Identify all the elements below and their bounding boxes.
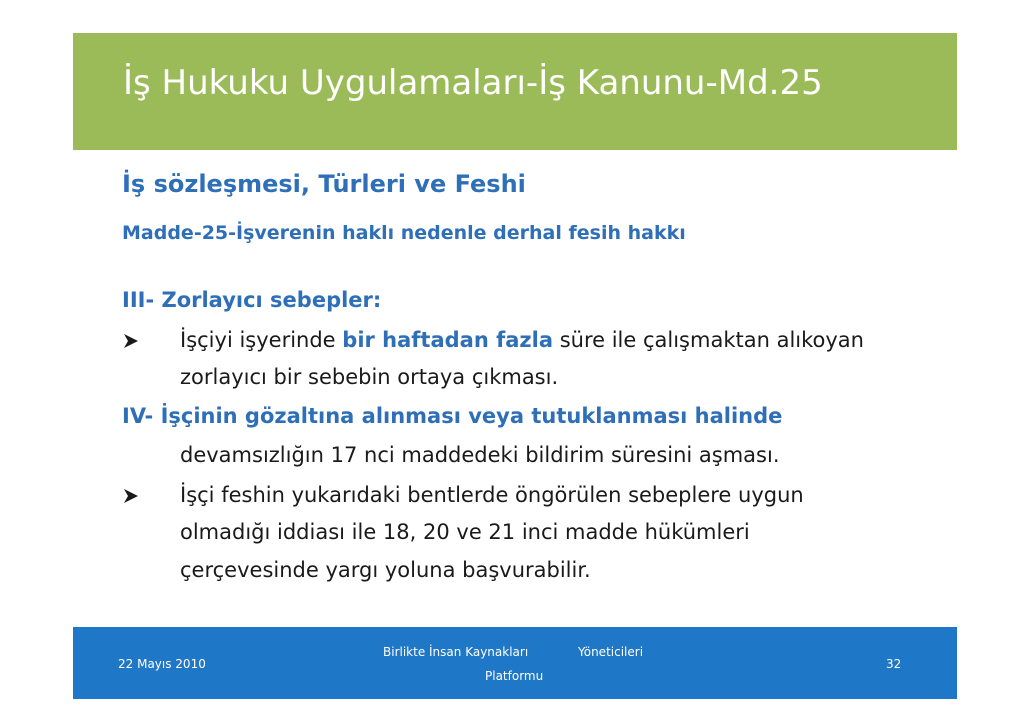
arrow-bullet-icon bbox=[122, 487, 140, 505]
slide-title: İş Hukuku Uygulamaları-İş Kanunu-Md.25 bbox=[123, 63, 823, 103]
bullet-2-line-2: olmadığı iddiası ile 18, 20 ve 21 inci madde hükümleri bbox=[180, 520, 750, 544]
bullet-1-highlight: bir haftadan fazla bbox=[342, 328, 554, 352]
footer-page-number: 32 bbox=[886, 657, 902, 671]
bullet-1-text-start: İşçiyi işyerinde bbox=[180, 328, 343, 352]
footer-bar bbox=[73, 627, 957, 699]
arrow-bullet-icon bbox=[122, 332, 140, 350]
footer-date: 22 Mayıs 2010 bbox=[118, 657, 206, 671]
section-4-line-2: devamsızlığın 17 nci maddedeki bildirim süresini aşması. bbox=[180, 443, 780, 467]
bullet-1-line-2: zorlayıcı bir sebebin ortaya çıkması. bbox=[180, 365, 559, 389]
footer-org-part-2: Yöneticileri bbox=[578, 645, 644, 659]
bullet-1-line-1 bbox=[180, 330, 864, 351]
section-3-heading: III- Zorlayıcı sebepler: bbox=[122, 288, 382, 312]
bullet-1-text-end: süre ile çalışmaktan alıkoyan bbox=[553, 328, 864, 352]
footer-org-part-1: Birlikte İnsan Kaynakları bbox=[383, 645, 529, 659]
bullet-2-line-1: İşçi feshin yukarıdaki bentlerde öngörülen sebeplere uygun bbox=[180, 483, 804, 507]
title-bar bbox=[73, 33, 957, 150]
slide-heading: İş sözleşmesi, Türleri ve Feshi bbox=[122, 170, 526, 198]
slide-subheading: Madde-25-İşverenin haklı nedenle derhal fesih hakkı bbox=[122, 222, 686, 244]
bullet-2-line-3: çerçevesinde yargı yoluna başvurabilir. bbox=[180, 558, 591, 582]
footer-org-part-3: Platformu bbox=[485, 669, 544, 683]
section-4-heading: IV- İşçinin gözaltına alınması veya tutuklanması halinde bbox=[122, 404, 783, 428]
